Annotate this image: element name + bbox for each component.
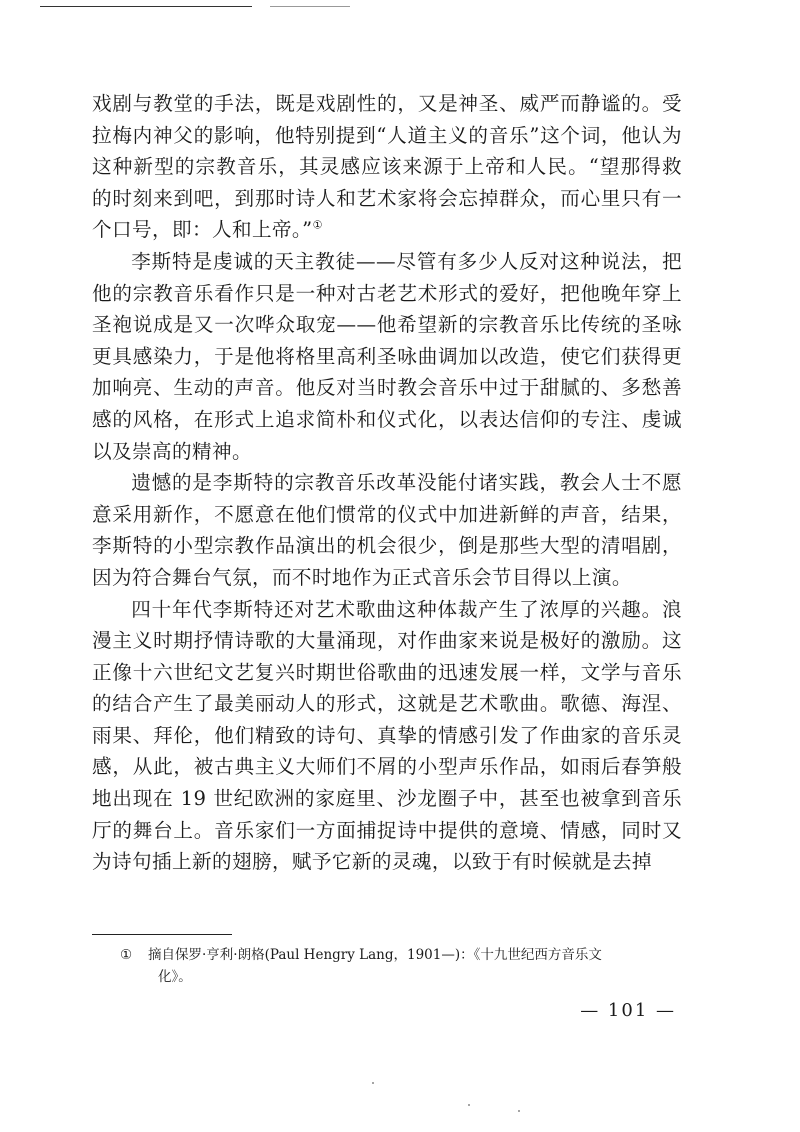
footnote-line-2: 化》。 bbox=[158, 969, 192, 985]
footnote-reference[interactable]: ① bbox=[312, 218, 323, 232]
footnote-line-1: 摘自保罗·亨利·朗格(Paul Hengry Lang，1901—)：《十九世纪西方音乐文 bbox=[148, 947, 602, 963]
scan-speck bbox=[468, 1104, 470, 1106]
paragraph-1-text: 戏剧与教堂的手法，既是戏剧性的，又是神圣、威严而静谧的。受拉梅内神父的影响，他特别提到“人道主义的音乐”这个词，他认为这种新型的宗教音乐，其灵感应该来源于上帝和人民。“望那得救的时刻来到吧，到那时诗人和艺术家将会忘掉群众，而心里只有一个口号，即：人和上帝。” bbox=[92, 92, 682, 242]
page-body bbox=[92, 88, 682, 878]
scan-speck bbox=[372, 1082, 374, 1084]
top-edge-rule-faint bbox=[270, 6, 350, 7]
paragraph-2: 李斯特是虔诚的天主教徒——尽管有多少人反对这种说法，把他的宗教音乐看作只是一种对古老艺术形式的爱好，把他晚年穿上圣袍说成是又一次哗众取宠——他希望新的宗教音乐比传统的圣咏更具感染力，于是他将格里高利圣咏曲调加以改造，使它们获得更加响亮、生动的声音。他反对当时教会音乐中过于甜腻的、多愁善感的风格，在形式上追求简朴和仪式化，以表达信仰的专注、虔诚以及崇高的精神。 bbox=[92, 249, 682, 463]
top-edge-rule bbox=[40, 6, 252, 7]
paragraph-3: 遗憾的是李斯特的宗教音乐改革没能付诸实践，教会人士不愿意采用新作，不愿意在他们惯常的仪式中加进新鲜的声音，结果，李斯特的小型宗教作品演出的机会很少，倒是那些大型的清唱剧，因为符合舞台气氛，而不时地作为正式音乐会节目得以上演。 bbox=[92, 471, 682, 589]
paragraph-1 bbox=[92, 88, 682, 246]
footnote-separator bbox=[92, 934, 232, 935]
scan-speck bbox=[518, 1110, 520, 1112]
page-number: — 101 — bbox=[580, 1000, 676, 1021]
footnote-mark: ① bbox=[120, 947, 133, 963]
paragraph-4: 四十年代李斯特还对艺术歌曲这种体裁产生了浓厚的兴趣。浪漫主义时期抒情诗歌的大量涌现，对作曲家来说是极好的激励。这正像十六世纪文艺复兴时期世俗歌曲的迅速发展一样，文学与音乐的结合产生了最美丽动人的形式，这就是艺术歌曲。歌德、海涅、雨果、拜伦，他们精致的诗句、真挚的情感引发了作曲家的音乐灵感，从此，被古典主义大师们不屑的小型声乐作品，如雨后春笋般地出现在 19 世纪欧洲的家庭里、沙龙圈子中，甚至也被拿到音乐厅的舞台上。音乐家们一方面捕捉诗中提供的意境、情感，同时又为诗句插上新的翅膀，赋予它新的灵魂，以致于有时候就是去掉 bbox=[92, 597, 682, 874]
footnote bbox=[120, 944, 680, 988]
